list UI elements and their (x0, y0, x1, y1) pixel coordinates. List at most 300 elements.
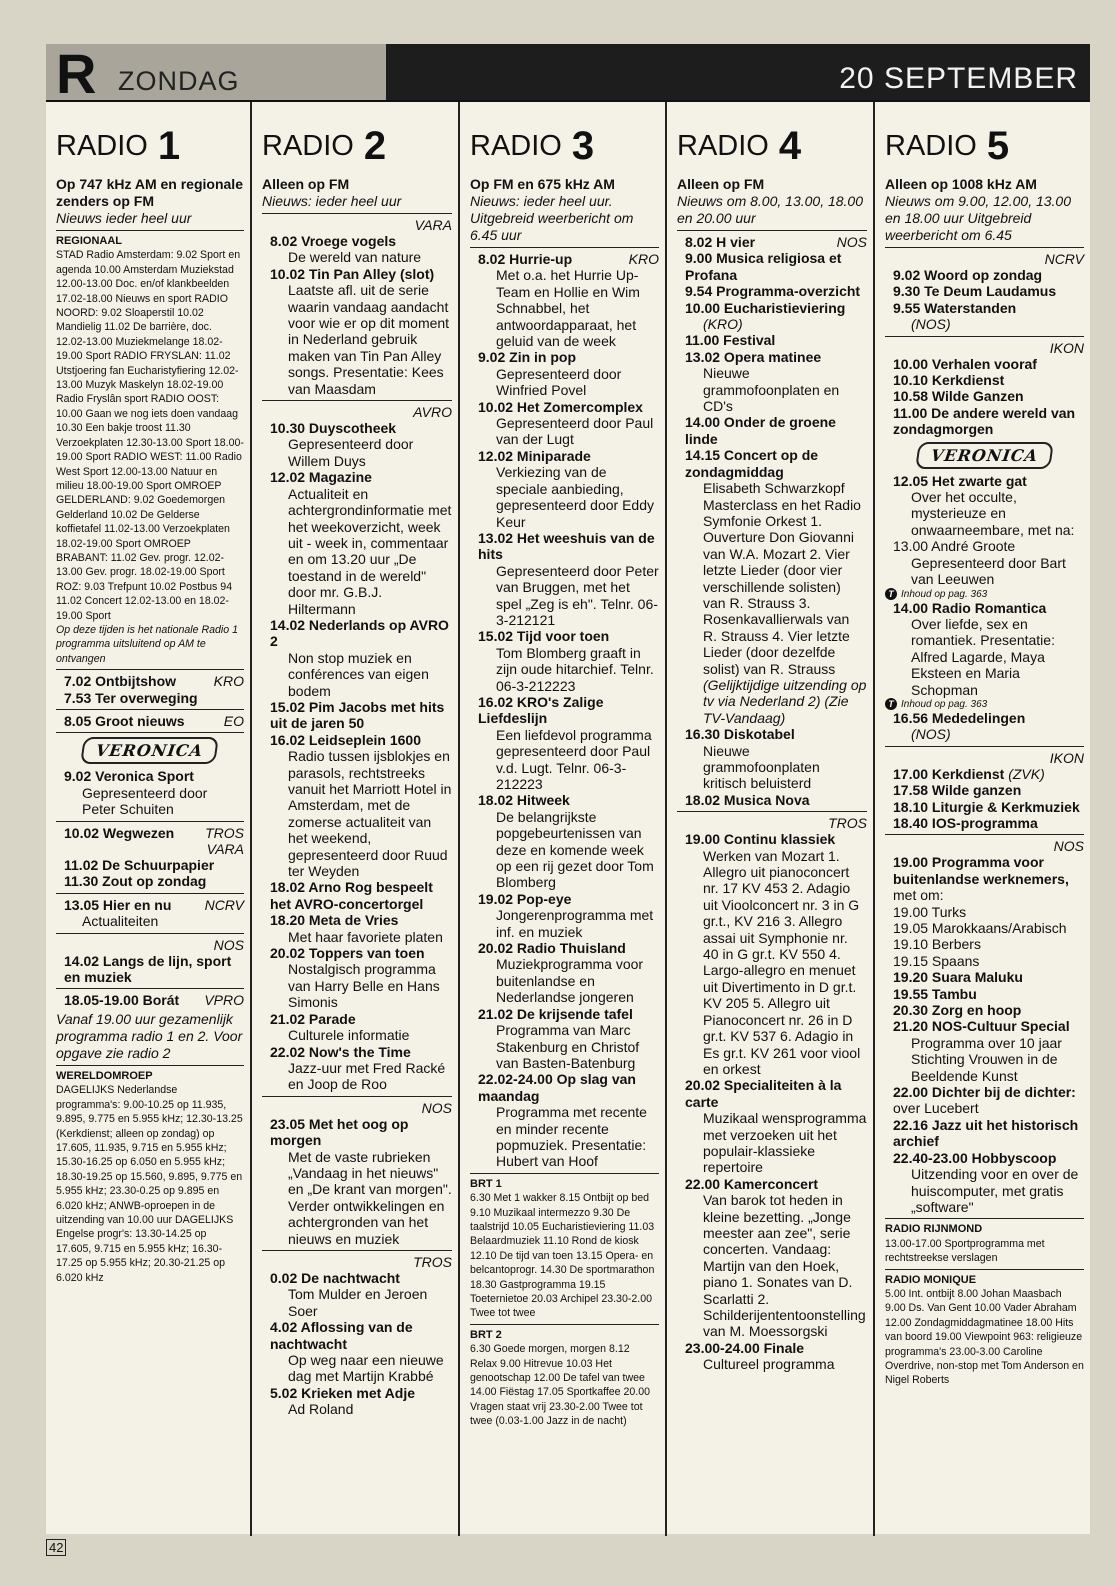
program-title: 11.02 De Schuurpapier (64, 857, 215, 874)
divider (885, 1218, 1084, 1219)
news-info: Nieuws: ieder heel uur. Uitgebreid weerbericht om 6.45 uur (470, 193, 634, 243)
program-description: Gepresenteerd door Winfried Povel (496, 365, 622, 399)
station-intro (470, 176, 659, 244)
broadcaster-tag: NOS (421, 1099, 452, 1116)
program-item (262, 1116, 452, 1247)
program-description: Nieuwe grammofoonplaten kritisch beluisterd (703, 742, 820, 792)
program-description: Non stop muziek en conférences van eigen bodem (288, 649, 429, 699)
program-description: Op weg naar een nieuwe dag met Martijn Krabbé (288, 1352, 444, 1385)
program-item (470, 694, 659, 792)
station-columns (46, 100, 1090, 1536)
brt2-block (470, 1328, 659, 1429)
divider (677, 811, 867, 812)
program-item (262, 912, 452, 945)
program-item (470, 530, 659, 628)
program-item (262, 1385, 452, 1418)
program-description: Gepresenteerd door Peter Schuiten (82, 784, 208, 818)
program-item (885, 1084, 1084, 1117)
program-title: 13.02 Het weeshuis van de hits (478, 529, 655, 563)
program-item (262, 233, 452, 266)
program-description: Programma met recente en minder recente popmuziek. Presentatie: Hubert van Hoof (496, 1104, 647, 1170)
program-item (470, 448, 659, 530)
program-title: 21.20 NOS-Cultuur Special (893, 1018, 1070, 1035)
broadcaster-tag: NCRV (1044, 251, 1084, 267)
program-description: Van barok tot heden in kleine bezetting. „Jonge meester aan zee", serie concerten. Vandaag: Martijn van den Hoek, piano 1. Sonates van D. Scarlatti 2. Schilderijententoonstelling van M. Moessorgski (703, 1192, 866, 1340)
station-intro (885, 176, 1084, 244)
tv-icon: T (885, 698, 897, 710)
combined-program-note: Vanaf 19.00 uur gezamenlijk programma radio 1 en 2. Voor opgave zie radio 2 (56, 1010, 243, 1061)
divider (56, 230, 244, 231)
program-title: 23.05 Met het oog op morgen (270, 1115, 409, 1149)
frequency-info: Op FM en 675 kHz AM (470, 176, 615, 192)
program-item (885, 920, 1084, 936)
program-item (56, 713, 244, 729)
program-description: Muziekprogramma voor buitenlandse en Nederlandse jongeren (496, 956, 644, 1006)
program-item (885, 356, 1084, 372)
section-heading: BRT 2 (470, 1328, 502, 1341)
program-item (885, 1150, 1084, 1216)
program-title: 5.02 Krieken met Adje (270, 1384, 415, 1401)
program-item (885, 766, 1084, 782)
program-title: 11.00 De andere wereld van zondagmorgen (893, 404, 1076, 438)
program-description: Uitzending voor en over de huiscomputer, met gratis „software" (911, 1166, 1079, 1215)
broadcaster-tag: TROS (413, 1253, 452, 1270)
program-title: 10.00 Verhalen vooraf (893, 355, 1037, 372)
brt2-text: 6.30 Goede morgen, morgen 8.12 Relax 9.00 Hitrevue 10.03 Het genootschap 12.00 De tafel van twee 14.00 Fiëstag 17.05 Sportkaffee 20.00 Vragen staat vrij 23.30-2.00 Twee tot twee (0.03-1.00 Jazz in de nacht) (470, 1343, 651, 1428)
program-description-row (56, 913, 244, 929)
divider (262, 213, 452, 214)
news-info: Nieuws ieder heel uur (56, 210, 192, 226)
program-title: 14.02 Nederlands op AVRO 2 (270, 616, 449, 650)
broadcaster: TROS (205, 824, 244, 841)
divider (262, 400, 452, 401)
program-title: 22.02 Now's the Time (270, 1043, 411, 1060)
program-title: 16.30 Diskotabel (685, 726, 795, 743)
program-title: 19.00 Turks (893, 903, 967, 920)
program-title: 19.15 Spaans (893, 952, 980, 969)
broadcaster: NCRV (204, 896, 244, 913)
station-title (677, 118, 867, 168)
program-description: Tom Mulder en Jeroen Soer (288, 1286, 428, 1319)
program-title: 18.40 IOS-programma (893, 814, 1038, 831)
program-title: 10.02 Wegwezen (64, 824, 175, 841)
broadcaster: NOS (836, 234, 867, 250)
program-item (56, 953, 244, 986)
program-title: 12.02 Miniparade (478, 447, 591, 464)
column-radio-4 (667, 102, 875, 1536)
program-title: 22.00 Kamerconcert (685, 1175, 819, 1192)
frequency-info: Alleen op 1008 kHz AM (885, 176, 1037, 192)
program-title: 7.53 Ter overweging (64, 689, 198, 706)
program-title: 18.02 Arno Rog bespeelt het AVRO-concertorgel (270, 879, 433, 912)
broadcaster-tag: AVRO (413, 404, 452, 421)
tv-icon: T (885, 588, 897, 600)
program-title: 21.02 Parade (270, 1010, 356, 1027)
program-title: 14.02 Langs de lijn, sport en muziek (64, 952, 232, 986)
broadcaster: KRO (213, 673, 244, 690)
program-title: 15.02 Pim Jacobs met hits uit de jaren 50 (270, 698, 445, 732)
radio-logo: R (56, 42, 97, 105)
program-item (677, 447, 867, 726)
program-title: 19.20 Suara Maluku (893, 969, 1023, 986)
program-description: Een liefdevol programma gepresenteerd door Paul v.d. Lugt. Telnr. 06-3-212223 (496, 726, 652, 792)
program-description: Laatste afl. uit de serie waarin vandaag aandacht voor wie er op dit moment in Nederland gebruik maken van Tin Pan Alley songs. Presentatie: Kees van Maasdam (288, 282, 450, 397)
page-reference (885, 698, 1084, 710)
program-title: 17.00 Kerkdienst (893, 765, 1005, 782)
program-title: 13.05 Hier en nu (64, 896, 172, 913)
program-title: 18.10 Liturgie & Kerkmuziek (893, 798, 1080, 815)
program-title: 10.02 Tin Pan Alley (slot) (270, 265, 435, 282)
program-title: 16.02 KRO's Zalige Liefdeslijn (478, 693, 604, 727)
program-title: 9.00 Musica religiosa et Profana (685, 250, 842, 283)
program-title: 18.20 Meta de Vries (270, 912, 399, 929)
program-title: 19.10 Berbers (893, 936, 981, 953)
program-item (885, 986, 1084, 1002)
broadcaster: (ZVK) (1008, 765, 1045, 782)
program-description: Over liefde, sex en romantiek. Presentatie: Alfred Lagarde, Maya Eksteen en Maria Schopman (911, 615, 1055, 698)
day-label: ZONDAG (118, 66, 240, 96)
column-radio-2 (252, 102, 460, 1536)
program-item (470, 251, 659, 267)
program-item (885, 267, 1084, 283)
program-item (56, 897, 244, 913)
program-title: 8.02 Hurrie-up (478, 251, 573, 267)
program-item (677, 349, 867, 415)
program-description: Jazz-uur met Fred Racké en Joop de Roo (288, 1059, 446, 1093)
section-heading: WERELDOMROEP (56, 1069, 153, 1082)
program-description: Gepresenteerd door Willem Duys (288, 436, 414, 469)
program-item (885, 300, 1084, 333)
column-radio-3 (460, 102, 667, 1536)
program-title: 22.16 Jazz uit het historisch archief (893, 1116, 1079, 1150)
news-info: Nieuws: ieder heel uur (262, 193, 402, 209)
program-item (885, 969, 1084, 985)
veronica-logo: VERONICA (56, 737, 244, 764)
station-label: RADIO (885, 130, 977, 162)
program-item (262, 1011, 452, 1044)
radio-monique-text: 5.00 Int. ontbijt 8.00 Johan Maasbach 9.00 Ds. Van Gent 10.00 Vader Abraham 12.00 Zondagmiddagmatinee 18.00 Hits van boord 19.00 Viewpoint 963: religieuze programma's 23.00-3.00 Caroline Overdrive, non-stop met Tom Anderson en Nigel Roberts (885, 1287, 1084, 1387)
program-description: Elisabeth Schwarzkopf Masterclass en het Radio Symfonie Orkest 1. Ouverture Don Giovanni van W.A. Mozart 2. Vier letzte Lieder (door vier verschillende solisten) van R. Strauss 3. Rosenkavallierwals van R. Strauss 4. Vier letzte Lieder (door dezelfde solist) van R. Strauss (703, 480, 861, 677)
divider (56, 988, 244, 989)
station-title (56, 118, 244, 168)
broadcaster: KRO (628, 251, 659, 267)
program-title: 20.02 Toppers van toen (270, 945, 425, 962)
broadcaster-tag: VARA (206, 841, 244, 858)
program-description: Radio tussen ijsblokjes en parasols, rechtstreeks vanuit het Marriott Hotel in Amsterdam, met de zomerse actualiteit van het weekend, gepresenteerd door Ruud ter Weyden (288, 748, 452, 880)
program-description: Programma van Marc Stakenburg en Christof van Basten-Batenburg (496, 1022, 640, 1071)
regionaal-block (56, 234, 244, 666)
program-description: Gepresenteerd door Bart van Leeuwen (911, 554, 1066, 588)
program-description: Gepresenteerd door Peter van Bruggen, met het spel „Zeg is eh". Telnr. 06-3-212121 (496, 562, 659, 628)
program-title: 0.02 De nachtwacht (270, 1269, 400, 1286)
broadcaster: (KRO) (703, 316, 743, 333)
program-title: 20.02 Specialiteiten à la carte (685, 1077, 842, 1110)
program-item (885, 815, 1084, 831)
program-item (470, 940, 659, 1006)
program-item (885, 283, 1084, 299)
divider (885, 834, 1084, 835)
program-title: 19.00 Continu klassiek (685, 831, 836, 848)
program-item (885, 936, 1084, 952)
program-item (885, 953, 1084, 969)
program-item (885, 473, 1084, 539)
program-title: 11.00 Festival (685, 332, 776, 349)
regionaal-note: Op deze tijden is het nationale Radio 1 programma uitsluitend op AM te ontvangen (56, 623, 238, 665)
program-item (677, 831, 867, 1077)
program-description: Met haar favoriete platen (288, 928, 443, 945)
program-description: Actualiteit en achtergrondinformatie met het weekoverzicht, week uit - week in, commentaar en om 13.20 uur „De toestand in de wereld" door mr. G.B.J. Hiltermann (288, 485, 452, 617)
program-item (885, 388, 1084, 404)
program-item (262, 420, 452, 469)
program-description: Verkiezing van de speciale aanbieding, gepresenteerd door Eddy Keur (496, 464, 654, 530)
program-item (470, 349, 659, 398)
tv-guide-page (46, 44, 1090, 1534)
program-item (470, 792, 659, 890)
program-title: 17.58 Wilde ganzen (893, 782, 1022, 799)
program-title: 12.05 Het zwarte gat (893, 472, 1027, 489)
program-description: De wereld van nature (288, 249, 422, 266)
program-title: 9.30 Te Deum Laudamus (893, 283, 1057, 300)
program-item (470, 628, 659, 694)
program-title: 8.02 H vier (685, 234, 756, 250)
divider (885, 746, 1084, 747)
program-item (262, 266, 452, 397)
section-heading: RADIO MONIQUE (885, 1273, 977, 1286)
program-item (56, 690, 244, 706)
broadcaster-tag: IKON (1049, 339, 1084, 356)
program-item (885, 1018, 1084, 1084)
program-item (677, 1176, 867, 1340)
frequency-info: Op 747 kHz AM en regionale zenders op FM (56, 176, 243, 209)
news-info: Nieuws om 8.00, 13.00, 18.00 en 20.00 uur (677, 193, 864, 226)
program-title: 21.02 De krijsende tafel (478, 1005, 633, 1022)
broadcaster-tag: NOS (213, 936, 244, 953)
program-title: 14.00 Onder de groene linde (685, 414, 836, 447)
station-intro (262, 176, 452, 210)
program-item (885, 600, 1084, 698)
program-item (677, 726, 867, 792)
radio-rijnmond-text: 13.00-17.00 Sportprogramma met rechtstreekse verslagen (885, 1237, 1045, 1265)
program-item (262, 617, 452, 699)
radio-rijnmond-block (885, 1222, 1084, 1265)
page-reference (885, 588, 1084, 600)
program-item (470, 399, 659, 448)
program-item (885, 854, 1084, 903)
program-item (677, 792, 867, 808)
program-title: 13.00 André Groote (893, 538, 1016, 555)
program-title: 22.00 Dichter bij de dichter: (893, 1084, 1076, 1101)
program-title: 14.15 Concert op de zondagmiddag (685, 447, 819, 480)
program-item (56, 992, 244, 1008)
program-item (470, 891, 659, 940)
program-title: 14.00 Radio Romantica (893, 599, 1047, 616)
divider (470, 1324, 659, 1325)
program-description-row (470, 267, 659, 349)
station-title (885, 118, 1084, 168)
program-title: 19.00 Programma voor buitenlandse werknemers, (893, 854, 1069, 887)
program-item (677, 250, 867, 283)
program-item (677, 300, 867, 333)
program-title: 15.02 Tijd voor toen (478, 628, 610, 645)
wereldomroep-block (56, 1069, 244, 1285)
program-title: 18.02 Hitweek (478, 792, 570, 809)
reference-text: Inhoud op pag. 363 (901, 588, 988, 600)
column-radio-1 (46, 102, 252, 1536)
reference-text: Inhoud op pag. 363 (901, 698, 988, 710)
station-number: 4 (778, 124, 802, 168)
program-description: De belangrijkste popgebeurtenissen van deze en komende week op een rij gezet door Tom Blomberg (496, 808, 654, 891)
program-title: 11.30 Zout op zondag (64, 873, 207, 890)
program-title: 10.30 Duyscotheek (270, 420, 397, 437)
divider (56, 933, 244, 934)
program-item (56, 673, 244, 689)
wereldomroep-text: DAGELIJKS Nederlandse programma's: 9.00-10.25 op 11.935, 9.895, 9.775 en 5.955 kHz; 12.30-13.25 (Kerkdienst; alleen op zondag) op 17.605, 11.935, 9.715 en 5.955 kHz; 15.30-16.25 op 6.050 en 5.955 kHz; 18.30-19.25 op 15.560, 9.895, 9.775 en 5.955 kHz; 23.30-0.25 op 9.895 en 6.020 kHz; ANWB-oproepen in de uitzending van 10.00 uur DAGELIJKS Engelse progr's: 13.30-14.25 op 17.605, 9.715 en 5.955 kHz; 16.30-17.25 op 5.955 kHz; 20.30-21.25 op 6.020 kHz (56, 1084, 243, 1284)
broadcaster-tag: TROS (828, 815, 867, 832)
station-label: RADIO (677, 130, 769, 162)
program-description: Met o.a. het Hurrie Up-Team en Hollie en Wim Schnabbel, het antwoordapparaat, het geluid van de week (496, 267, 640, 350)
program-title: 10.10 Kerkdienst (893, 372, 1005, 389)
program-title: 19.55 Tambu (893, 985, 977, 1002)
brt1-text: 6.30 Met 1 wakker 8.15 Ontbijt op bed 9.10 Muzikaal intermezzo 9.30 De taalstrijd 10.05 Eucharistieviering 11.03 Belaardmuziek 11.10 Rond de kiosk 12.10 De tijd van toen 13.15 Opera- en belcantoprogr. 14.30 De sportmarathon 18.30 Gastprogramma 19.15 Toeternietoe 20.03 Archipel 23.30-2.00 Twee tot twee (470, 1192, 655, 1320)
program-description: Ad Roland (288, 1401, 354, 1418)
divider (885, 336, 1084, 337)
header-right-band (386, 44, 1090, 100)
program-item (56, 768, 244, 817)
program-title: 23.00-24.00 Finale (685, 1339, 805, 1356)
program-title: 12.02 Magazine (270, 469, 372, 486)
program-item (885, 782, 1084, 798)
program-item (885, 710, 1084, 743)
station-label: RADIO (262, 130, 354, 162)
program-item (677, 283, 867, 299)
program-item (56, 857, 244, 890)
program-title: 9.54 Programma-overzicht (685, 283, 861, 300)
program-description: Nostalgisch programma van Harry Belle en Hans Simonis (288, 961, 440, 1011)
station-title (470, 118, 659, 168)
program-item (885, 538, 1084, 587)
program-description: Gepresenteerd door Paul van der Lugt (496, 415, 654, 448)
program-description: Werken van Mozart 1. Allegro uit pianoconcert nr. 17 KV 453 2. Adagio uit Vioolconcert nr. 3 in G gr.t., KV 216 3. Allegro assai uit Symphonie nr. 40 in G gr.t. KV 550 4. Largo-allegro en menuet uit Divertimento in D gr.t. KV 205 5. Allegro uit Pianoconcert nr. 26 in D gr.t. KV 537 6. Adagio in Es gr.t. KV 261 voor viool en orkest (703, 847, 861, 1077)
divider (56, 1065, 244, 1066)
program-item (470, 1071, 659, 1169)
program-item (262, 699, 452, 732)
divider (262, 1096, 452, 1097)
header-left-band (46, 42, 386, 105)
broadcaster-tag: NOS (1053, 838, 1084, 855)
broadcaster-tag: VARA (414, 217, 452, 233)
divider (885, 1269, 1084, 1270)
program-item (262, 1044, 452, 1093)
section-heading: REGIONAAL (56, 235, 122, 247)
regionaal-text: STAD Radio Amsterdam: 9.02 Sport en agenda 10.00 Amsterdam Muziekstad 12.00-13.00 Doc. en/of klankbeelden 17.02-18.00 Nieuws en sport RADIO NOORD: 9.02 Sloaperstil 10.02 Mandielig 11.02 De barrière, doc. 12.02-13.00 Muziekmelange 18.02-19.00 Sport RADIO FRYSLAN: 11.02 Utstjoering fan Eucharistyfiering 12.02-13.00 Muzyk Maskelyn 18.02-19.00 Radio Fryslân sport RADIO OOST: 10.00 Gaan we nog iets doen vandaag 10.30 Een bakje troost 11.30 Verzoekplaten 12.30-13.00 Sport 18.00-19.00 Sport RADIO WEST: 11.00 Radio West Sport 12.00-13.00 Natuur en milieu 18.00-19.00 Sport OMROEP GELDERLAND: 9.02 Goedemorgen Gelderland 10.02 De Gelderse koffietafel 11.02-13.00 Verzoekplaten 18.02-19.00 Sport OMROEP BRABANT: 11.02 Gev. progr. 12.02-13.00 Gev. progr. 18.02-19.00 Sport ROZ: 9.03 Trefpunt 10.02 Postbus 94 11.02 Concert 12.02-13.00 en 18.02-19.00 Sport (56, 249, 244, 622)
program-description: Met de vaste rubrieken „Vandaag in het nieuws" en „De krant van morgen". Verder ontwikkelingen en achtergronden van het nieuws en muziek (288, 1148, 452, 1247)
date-label: 20 SEPTEMBER (839, 62, 1078, 95)
divider (885, 247, 1084, 248)
program-title: 22.40-23.00 Hobbyscoop (893, 1149, 1057, 1166)
broadcaster-tag: IKON (1049, 749, 1084, 766)
radio-monique-block (885, 1273, 1084, 1388)
program-title: 4.02 Aflossing van de nachtwacht (270, 1319, 413, 1352)
program-description: Culturele informatie (288, 1027, 410, 1044)
program-item (677, 332, 867, 348)
station-number: 1 (157, 124, 181, 168)
divider (56, 821, 244, 822)
program-item (677, 1340, 867, 1373)
section-heading: RADIO RIJNMOND (885, 1223, 983, 1236)
divider (262, 1250, 452, 1251)
program-item (677, 414, 867, 447)
station-number: 3 (571, 124, 595, 168)
program-title: 7.02 Ontbijtshow (64, 673, 177, 690)
program-description: over Lucebert (893, 1100, 979, 1117)
program-description: Jongerenprogramma met inf. en muziek (496, 907, 654, 940)
divider (56, 893, 244, 894)
program-title: 9.02 Woord op zondag (893, 267, 1043, 283)
program-item (470, 1006, 659, 1072)
program-title: 8.02 Vroege vogels (270, 233, 397, 249)
program-description: Actualiteiten (82, 913, 159, 930)
program-item (885, 904, 1084, 920)
station-title (262, 118, 452, 168)
program-title: 9.02 Veronica Sport (64, 768, 194, 785)
program-title: 19.05 Marokkaans/Arabisch (893, 920, 1067, 936)
program-description: Programma over 10 jaar Stichting Vrouwen in de Beeldende Kunst (911, 1034, 1062, 1084)
program-item (56, 825, 244, 841)
program-item (262, 879, 452, 912)
program-title: 18.02 Musica Nova (685, 791, 810, 808)
column-radio-5 (875, 102, 1090, 1536)
broadcaster: (NOS) (911, 726, 951, 743)
frequency-info: Alleen op FM (262, 176, 350, 192)
divider (677, 230, 867, 231)
program-title: 9.02 Zin in pop (478, 349, 577, 366)
station-number: 2 (363, 124, 387, 168)
program-title: 10.02 Het Zomercomplex (478, 398, 643, 415)
page-header (46, 42, 1090, 105)
program-item (262, 469, 452, 617)
program-item (262, 732, 452, 880)
program-item (885, 1002, 1084, 1018)
station-label: RADIO (56, 130, 148, 162)
program-title: 10.00 Eucharistieviering (685, 299, 846, 316)
program-description: met om: (893, 887, 944, 904)
station-intro (677, 176, 867, 227)
divider (56, 732, 244, 733)
station-label: RADIO (470, 130, 562, 162)
veronica-logo: VERONICA (885, 442, 1084, 469)
station-intro (56, 176, 244, 227)
program-item (885, 1117, 1084, 1150)
page-number: 42 (46, 1539, 66, 1556)
program-description: Muzikaal wensprogramma met verzoeken uit het populair-klassieke repertoire (703, 1110, 867, 1176)
program-title: 19.02 Pop-eye (478, 890, 572, 907)
section-heading: BRT 1 (470, 1177, 502, 1190)
program-item (885, 372, 1084, 388)
broadcaster: EO (223, 713, 244, 729)
program-item (677, 234, 867, 250)
program-item (262, 1319, 452, 1385)
program-description: Cultureel programma (703, 1356, 835, 1373)
program-item (885, 799, 1084, 815)
program-description: Tom Blomberg graaft in zijn oude hitarchief. Telnr. 06-3-212223 (496, 644, 654, 694)
divider (56, 709, 244, 710)
divider (470, 247, 659, 248)
program-description: Over het occulte, mysterieuze en onwaarneembare, met na: (911, 489, 1075, 538)
program-title: 20.30 Zorg en hoop (893, 1002, 1022, 1019)
divider (56, 669, 244, 670)
program-description: Nieuwe grammofoonplaten en CD's (703, 365, 840, 415)
program-title: 13.02 Opera matinee (685, 348, 822, 365)
